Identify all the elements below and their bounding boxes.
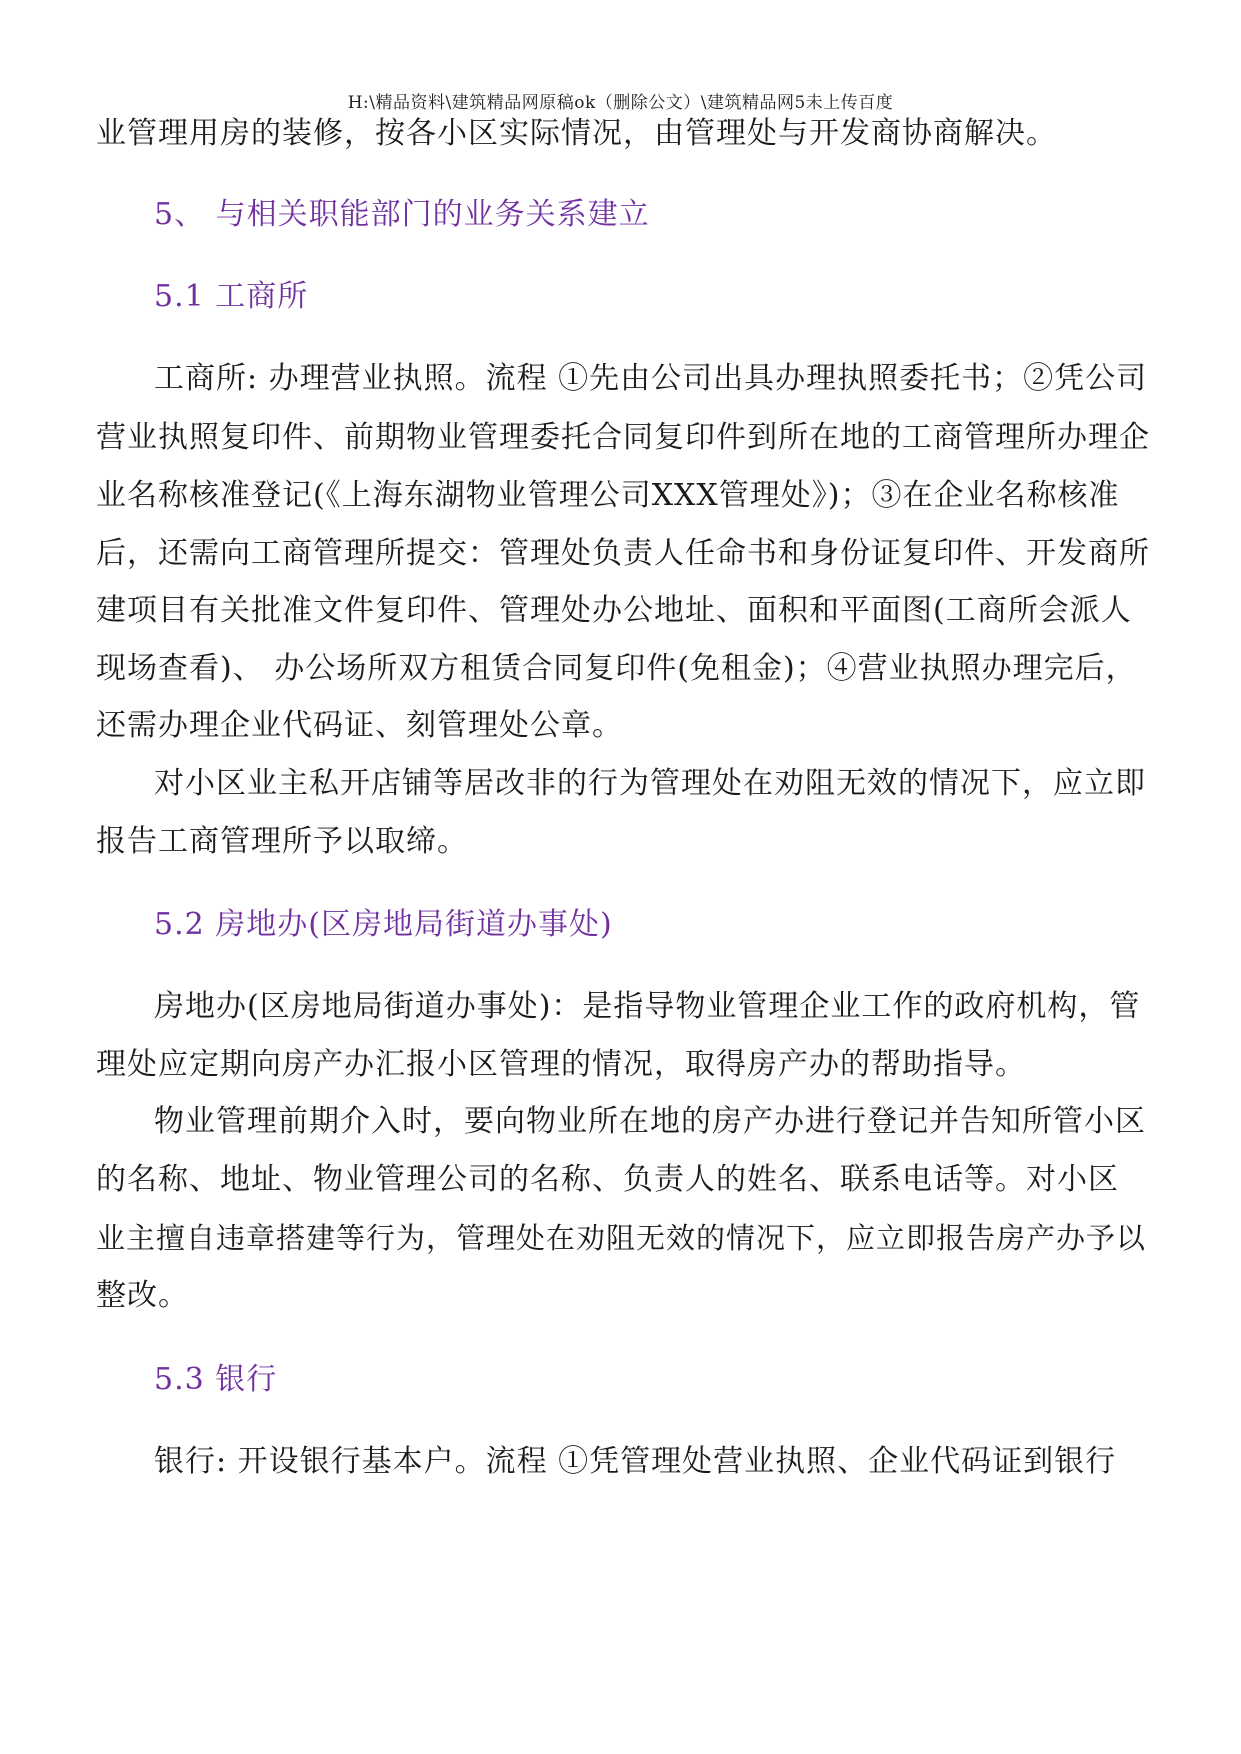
subsection-heading-5-2: 5.2 房地办(区房地局街道办事处) [154, 907, 613, 942]
paragraph-line: 理处应定期向房产办汇报小区管理的情况，取得房产办的帮助指导。 [96, 1047, 1026, 1082]
paragraph-line: 业名称核准登记(《上海东湖物业管理公司XXX管理处》)；③在企业名称核准 [96, 478, 1120, 513]
paragraph-line: 现场查看)、 办公场所双方租赁合同复印件(免租金)；④营业执照办理完后， [96, 651, 1137, 686]
paragraph-line: 建项目有关批准文件复印件、管理处办公地址、面积和平面图(工商所会派人 [96, 593, 1132, 628]
page-header-path: H:\精品资料\建筑精品网原稿ok（删除公文）\建筑精品网5未上传百度 [347, 93, 894, 113]
subsection-heading-5-1: 5.1 工商所 [154, 279, 309, 314]
paragraph-line: 业主擅自违章搭建等行为，管理处在劝阻无效的情况下，应立即报告房产办予以 [96, 1221, 1147, 1255]
paragraph-line: 后，还需向工商管理所提交：管理处负责人任命书和身份证复印件、开发商所 [96, 536, 1150, 571]
section-heading-5: 5、 与相关职能部门的业务关系建立 [154, 197, 650, 232]
paragraph-line: 整改。 [96, 1278, 189, 1313]
paragraph-line: 物业管理前期介入时，要向物业所在地的房产办进行登记并告知所管小区 [154, 1104, 1146, 1139]
paragraph-line: 银行: 开设银行基本户。流程 ①凭管理处营业执照、企业代码证到银行 [154, 1444, 1117, 1479]
paragraph-line: 房地办(区房地局街道办事处)：是指导物业管理企业工作的政府机构，管 [154, 989, 1141, 1024]
paragraph-line: 对小区业主私开店铺等居改非的行为管理处在劝阻无效的情况下，应立即 [154, 766, 1146, 801]
paragraph-line: 业管理用房的装修，按各小区实际情况，由管理处与开发商协商解决。 [96, 116, 1057, 151]
paragraph-line: 还需办理企业代码证、刻管理处公章。 [96, 708, 623, 743]
paragraph-line: 的名称、地址、物业管理公司的名称、负责人的姓名、联系电话等。对小区 [96, 1162, 1119, 1197]
paragraph-line: 工商所: 办理营业执照。流程 ①先由公司出具办理执照委托书；②凭公司 [154, 361, 1148, 396]
subsection-heading-5-3: 5.3 银行 [154, 1362, 278, 1397]
paragraph-line: 报告工商管理所予以取缔。 [96, 824, 468, 859]
paragraph-line: 营业执照复印件、前期物业管理委托合同复印件到所在地的工商管理所办理企 [96, 420, 1150, 455]
